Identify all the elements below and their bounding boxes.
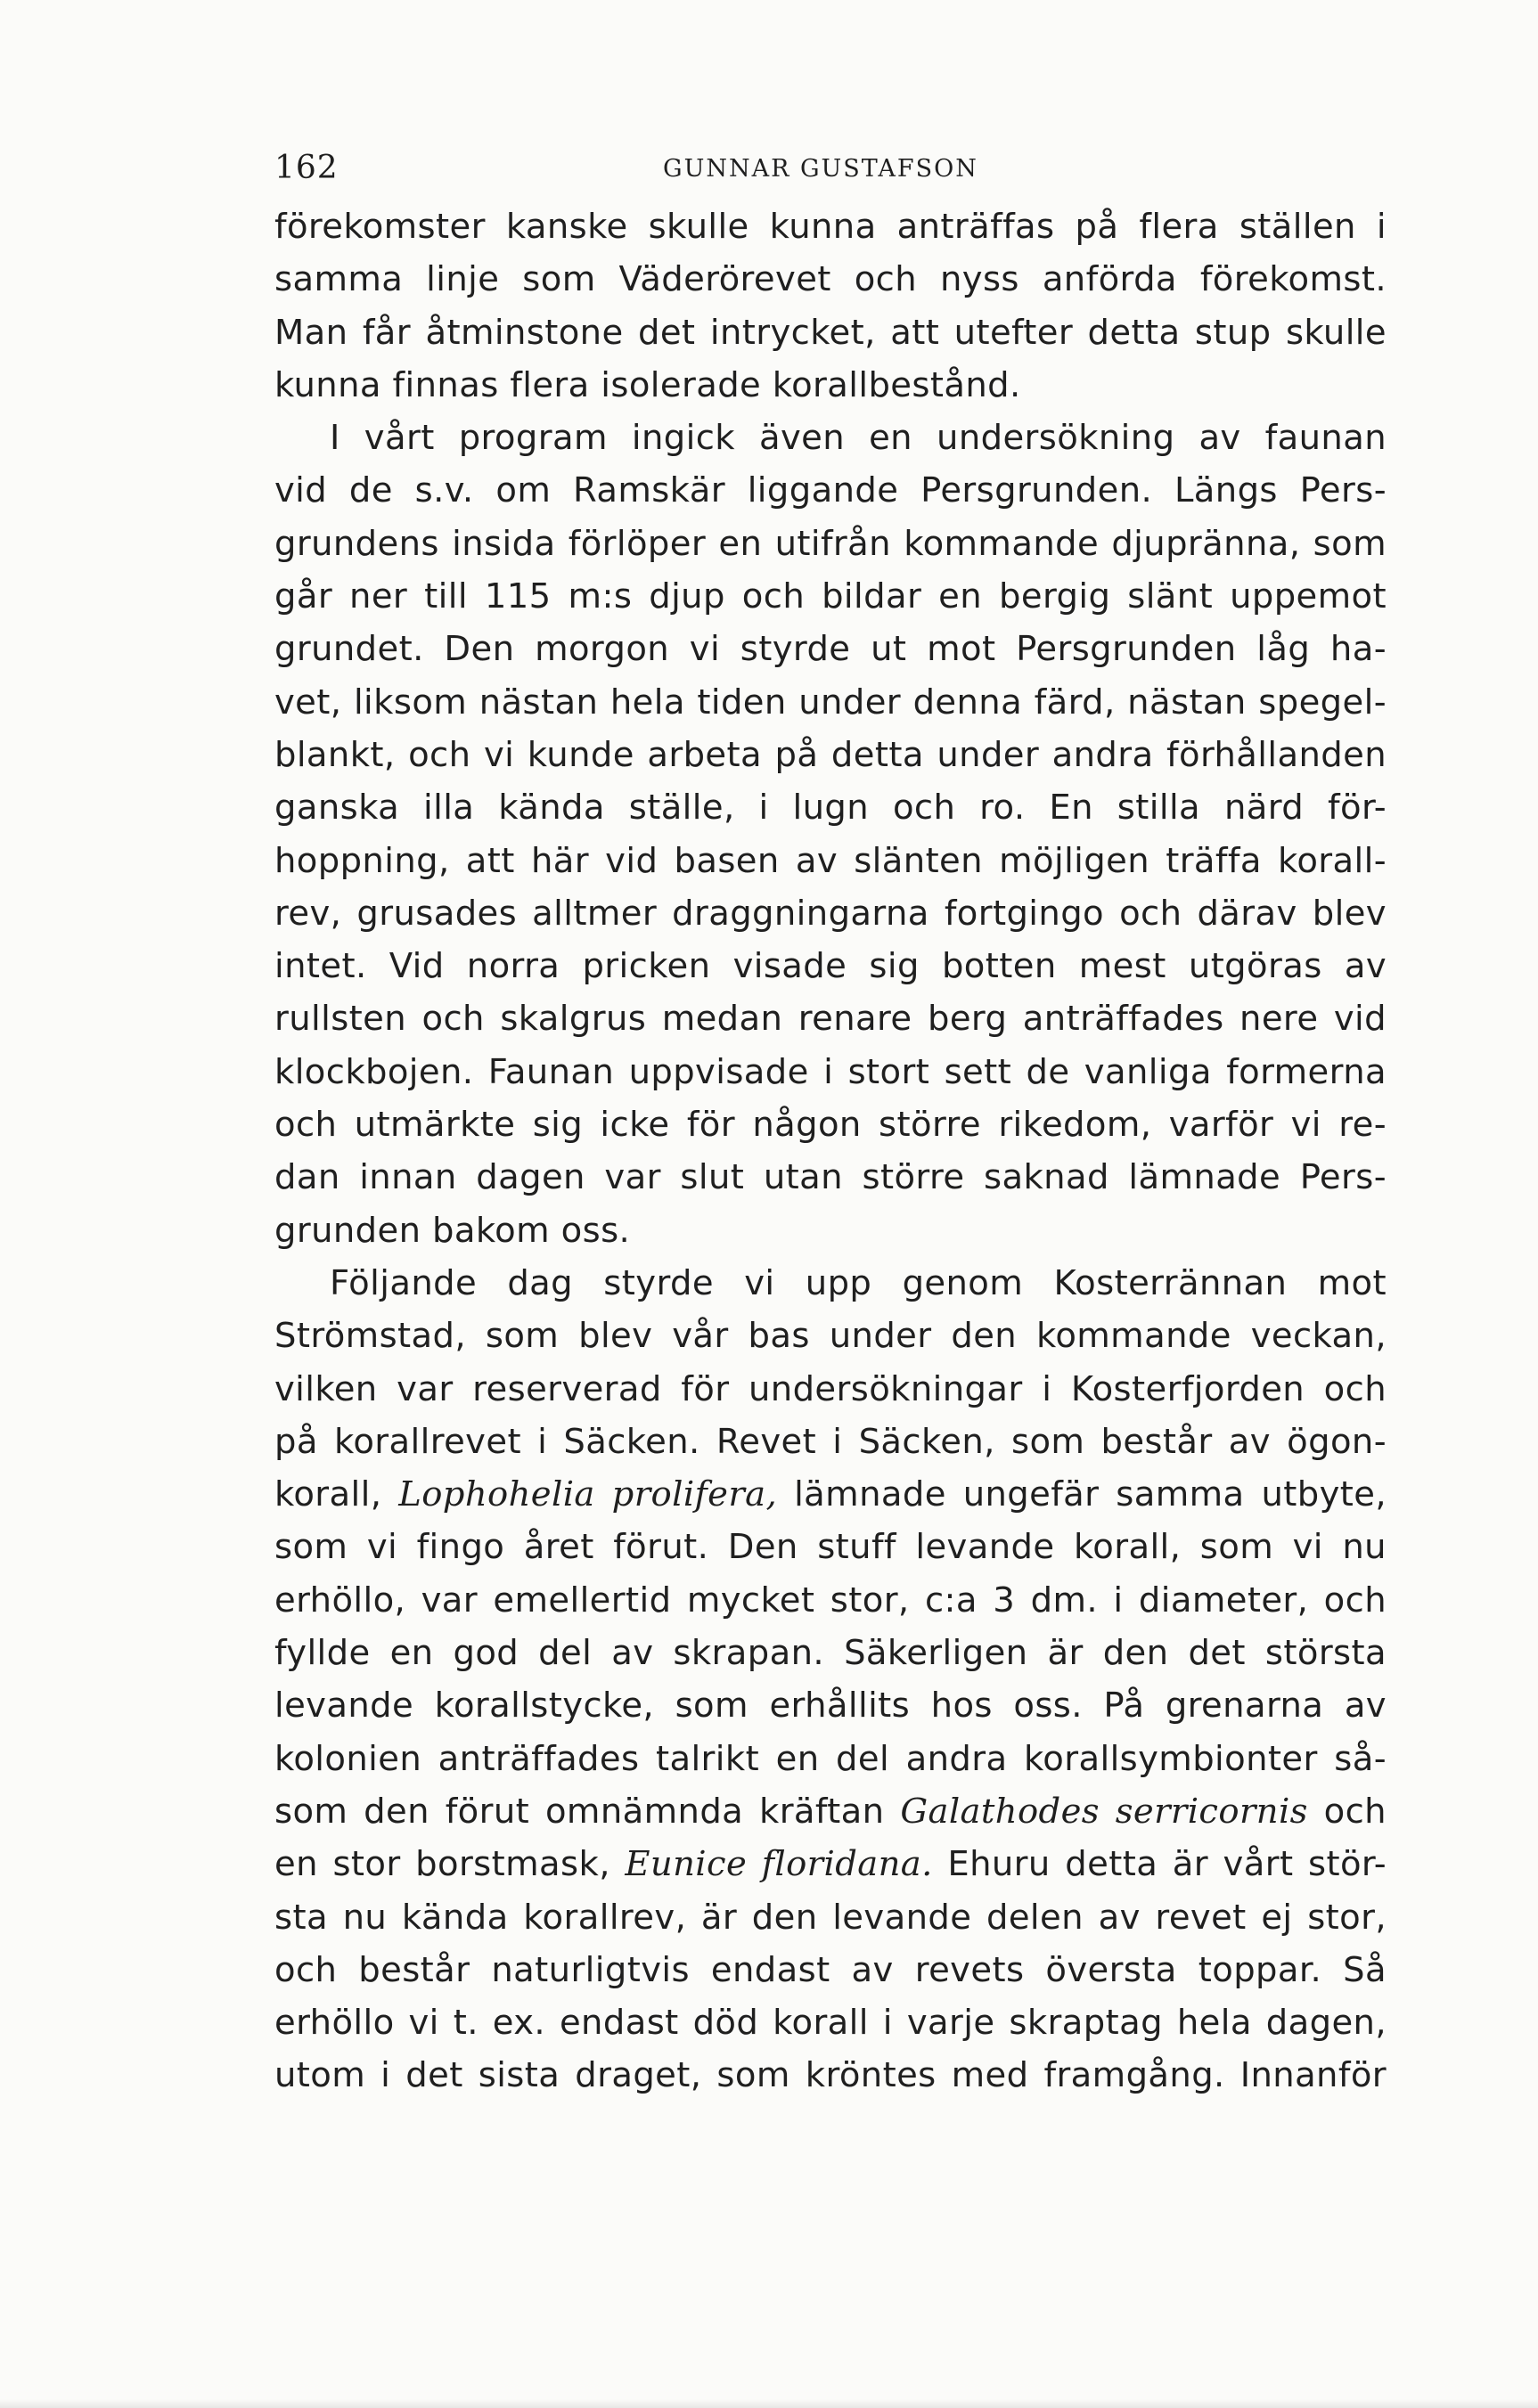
- text-line: går ner till 115 m:s djup och bildar en bergig slänt uppemot: [274, 576, 1387, 617]
- text-run: Ehuru detta är vårt stör-: [932, 1844, 1387, 1885]
- text-line: på korallrevet i Säcken. Revet i Säcken, som består av ögon-: [274, 1421, 1387, 1462]
- text-line: klockbojen. Faunan uppvisade i stort sett de vanliga formerna: [274, 1051, 1387, 1092]
- text-line: I vårt program ingick även en undersökning av faunan: [330, 418, 1387, 459]
- species-name: Galathodes serricornis: [900, 1791, 1308, 1832]
- text-line: levande korallstycke, som erhållits hos oss. På grenarna av: [274, 1686, 1387, 1726]
- text-line: [274, 1468, 1387, 1521]
- text-line: dan innan dagen var slut utan större saknad lämnade Pers-: [274, 1157, 1387, 1198]
- body-text: [274, 200, 1387, 2102]
- running-head: [274, 150, 1388, 194]
- text-run: och: [1307, 1791, 1387, 1832]
- text-line: kunna finnas flera isolerade korallbestånd.: [274, 364, 1021, 405]
- text-line: kolonien anträffades talrikt en del andra korallsymbionter så-: [274, 1738, 1387, 1779]
- species-name: Lophohelia prolifera,: [398, 1474, 778, 1515]
- species-name: Eunice floridana.: [625, 1844, 933, 1885]
- text-line: och utmärkte sig icke för någon större rikedom, varför vi re-: [274, 1105, 1387, 1146]
- text-line: [274, 1785, 1387, 1838]
- text-line: rev, grusades alltmer draggningarna fortgingo och därav blev: [274, 893, 1387, 934]
- text-line: Man får åtminstone det intrycket, att utefter detta stup skulle: [274, 312, 1387, 353]
- text-line: [274, 1838, 1387, 1890]
- text-line: vilken var reserverad för undersökningar i Kosterfjorden och: [274, 1368, 1387, 1409]
- page-number: 162: [274, 150, 339, 186]
- text-line: utom i det sista draget, som kröntes med framgång. Innanför: [274, 2055, 1387, 2096]
- text-run: en stor borstmask,: [274, 1844, 626, 1885]
- running-head-author: GUNNAR GUSTAFSON: [663, 155, 978, 183]
- text-run: korall,: [274, 1474, 399, 1515]
- text-line: Strömstad, som blev vår bas under den kommande veckan,: [274, 1316, 1387, 1357]
- text-line: sta nu kända korallrev, är den levande delen av revet ej stor,: [274, 1897, 1387, 1938]
- text-line: hoppning, att här vid basen av slänten möjligen träffa korall-: [274, 840, 1387, 881]
- page-edge-shadow: [0, 2399, 1538, 2408]
- text-line: grunden bakom oss.: [274, 1210, 631, 1251]
- text-line: grundens insida förlöper en utifrån kommande djupränna, som: [274, 523, 1387, 564]
- text-line: grundet. Den morgon vi styrde ut mot Persgrunden låg ha-: [274, 629, 1387, 670]
- text-line: och består naturligtvis endast av revets översta toppar. Så: [274, 1949, 1387, 1990]
- text-line: rullsten och skalgrus medan renare berg anträffades nere vid: [274, 999, 1387, 1040]
- text-line: ganska illa kända ställe, i lugn och ro. En stilla närd för-: [274, 788, 1387, 829]
- text-line: fyllde en god del av skrapan. Säkerligen är den det största: [274, 1633, 1387, 1674]
- text-line: blankt, och vi kunde arbeta på detta under andra förhållanden: [274, 734, 1387, 775]
- text-line: samma linje som Väderörevet och nyss anförda förekomst.: [274, 259, 1387, 300]
- text-line: vet, liksom nästan hela tiden under denna färd, nästan spegel-: [274, 682, 1387, 722]
- text-line: som vi fingo året förut. Den stuff levande korall, som vi nu: [274, 1527, 1387, 1568]
- text-run: lämnade ungefär samma utbyte,: [777, 1474, 1387, 1515]
- text-line: erhöllo vi t. ex. endast död korall i varje skraptag hela dagen,: [274, 2003, 1387, 2044]
- text-line: Följande dag styrde vi upp genom Kosterrännan mot: [330, 1262, 1387, 1303]
- text-line: förekomster kanske skulle kunna anträffas på flera ställen i: [274, 207, 1387, 247]
- text-line: erhöllo, var emellertid mycket stor, c:a 3 dm. i diameter, och: [274, 1579, 1387, 1620]
- text-line: intet. Vid norra pricken visade sig botten mest utgöras av: [274, 946, 1387, 987]
- text-run: som den förut omnämnda kräftan: [274, 1791, 901, 1832]
- text-line: vid de s.v. om Ramskär liggande Persgrunden. Längs Pers-: [274, 470, 1387, 511]
